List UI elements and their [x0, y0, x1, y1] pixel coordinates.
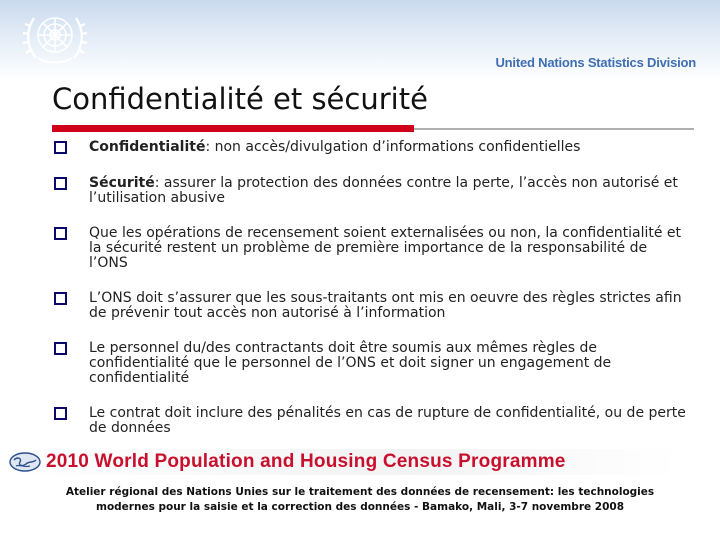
bullet-box-icon — [54, 342, 67, 355]
bullet-body: Que les opérations de recensement soient externalisées ou non, la confidentialité et la sécurité restent un problème de première importance de la responsabilité de l’ONS — [89, 225, 682, 271]
bullet-body: L’ONS doit s’assurer que les sous-traitants ont mis en oeuvre des règles strictes afin de prévenir tout accès non autorisé à l’information — [89, 290, 682, 321]
footer-note — [20, 485, 700, 515]
footer-line-2: modernes pour la saisie et la correction des données - Bamako, Mali, 3-7 novembre 2008 — [96, 501, 624, 513]
globe-icon — [8, 451, 42, 473]
bullet-text — [89, 291, 689, 321]
bullet-body: Le personnel du/des contractants doit être soumis aux mêmes règles de confidentialité que le personnel de l’ONS et doit signer un engagement de confidentialité — [89, 340, 612, 386]
bullet-body: : non accès/divulgation d’informations confidentielles — [205, 139, 581, 155]
header-band — [0, 0, 720, 80]
division-name: United Nations Statistics Division — [495, 55, 696, 70]
bullet-text — [89, 176, 689, 206]
bullet-box-icon — [54, 141, 67, 154]
footer-line-1: Atelier régional des Nations Unies sur le traitement des données de recensement: les technologies — [65, 486, 655, 498]
slide-title: Confidentialité et sécurité — [52, 82, 428, 116]
bullet-box-icon — [54, 292, 67, 305]
un-emblem-icon — [20, 6, 90, 68]
census-programme-banner — [4, 449, 678, 475]
bullet-text — [89, 406, 689, 436]
bullet-text — [89, 341, 689, 386]
bullet-box-icon — [54, 227, 67, 240]
bullet-box-icon — [54, 407, 67, 420]
bullet-body: : assurer la protection des données contre la perte, l’accès non autorisé et l’utilisation abusive — [89, 175, 678, 206]
title-divider — [414, 128, 694, 130]
bullet-term: Confidentialité — [89, 139, 206, 155]
bullet-text — [89, 226, 689, 271]
bullet-body: Le contrat doit inclure des pénalités en cas de rupture de confidentialité, ou de perte de données — [89, 405, 686, 436]
banner-title: 2010 World Population and Housing Census Programme — [46, 451, 566, 472]
bullet-text — [89, 140, 689, 155]
title-accent-rule — [52, 125, 414, 132]
bullet-term: Sécurité — [89, 175, 155, 191]
bullet-box-icon — [54, 177, 67, 190]
